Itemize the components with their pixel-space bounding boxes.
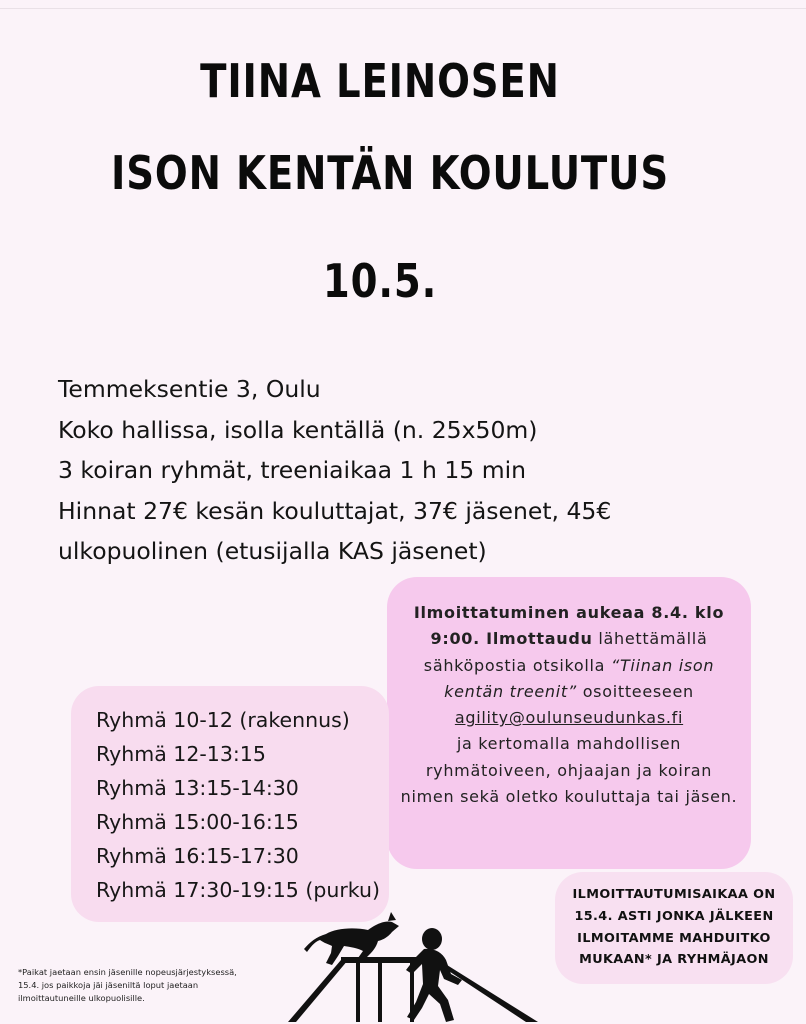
registration-instruction-c: ja kertomalla mahdollisen ryhmätoiveen, ohjaajan ja koiran nimen sekä oletko kouluttaja tai jäsen. <box>400 734 738 807</box>
registration-opening: Ilmoittatuminen aukeaa 8.4. klo 9:00. Ilmottaudu <box>413 603 725 649</box>
email-subject: “Tiinan ison kentän treenit” <box>444 655 715 701</box>
deadline-line-1: ILMOITTAUTUMISAIKAA ON <box>572 887 776 902</box>
handler-silhouette <box>406 928 462 1022</box>
event-date: 10.5. <box>322 254 438 308</box>
prices-line-2: ulkopuolinen (etusijalla KAS jäsenet) <box>58 537 487 565</box>
group-info: 3 koiran ryhmät, treeniaikaa 1 h 15 min <box>58 456 527 484</box>
footnote-line-2: 15.4. jos paikkoja jäi jäseniltä loput jaetaan <box>18 979 199 990</box>
title-line-2: ISON KENTÄN KOULUTUS <box>111 146 669 200</box>
group-item: Ryhmä 12-13:15 <box>96 742 266 766</box>
ramp-leg-1 <box>356 963 360 1022</box>
venue: Koko hallissa, isolla kentällä (n. 25x50m) <box>58 415 538 444</box>
prices-line-1: Hinnat 27€ kesän kouluttajat, 37€ jäsenet, 45€ <box>58 496 612 525</box>
deadline-line-2: 15.4. ASTI JONKA JÄLKEEN <box>574 908 774 924</box>
address: Temmeksentie 3, Oulu <box>58 375 321 403</box>
group-item: Ryhmä 17:30-19:15 (purku) <box>96 878 381 902</box>
group-item: Ryhmä 15:00-16:15 <box>96 810 299 834</box>
title-line-1: TIINA LEINOSEN <box>200 54 560 108</box>
deadline-line-3: ILMOITAMME MAHDUITKO <box>577 930 771 946</box>
registration-instruction-b: osoitteeseen <box>582 681 694 701</box>
deadline-line-4: MUKAAN* JA RYHMÄJAON <box>579 952 769 968</box>
group-item: Ryhmä 16:15-17:30 <box>96 844 299 868</box>
dog-agility-illustration <box>286 908 556 1024</box>
footnote-line-3: ilmoittautuneille ulkopuolisille. <box>18 992 145 1003</box>
registration-text <box>399 600 739 810</box>
footnote-line-1: *Paikat jaetaan ensin jäsenille nopeusjärjestyksessä, <box>18 967 237 977</box>
deadline-text <box>561 884 787 971</box>
ramp-leg-2 <box>378 963 382 1022</box>
email-link[interactable]: agility@oulunseudunkas.fi <box>454 708 684 728</box>
footnote <box>18 966 274 1004</box>
group-item: Ryhmä 10-12 (rakennus) <box>96 708 350 732</box>
ramp-left <box>288 960 348 1022</box>
group-item: Ryhmä 13:15-14:30 <box>96 776 299 800</box>
top-divider <box>0 8 806 9</box>
group-schedule <box>96 703 386 907</box>
event-details <box>58 369 778 572</box>
registration-instruction-a: lähettämällä sähköpostia otsikolla <box>423 629 708 675</box>
